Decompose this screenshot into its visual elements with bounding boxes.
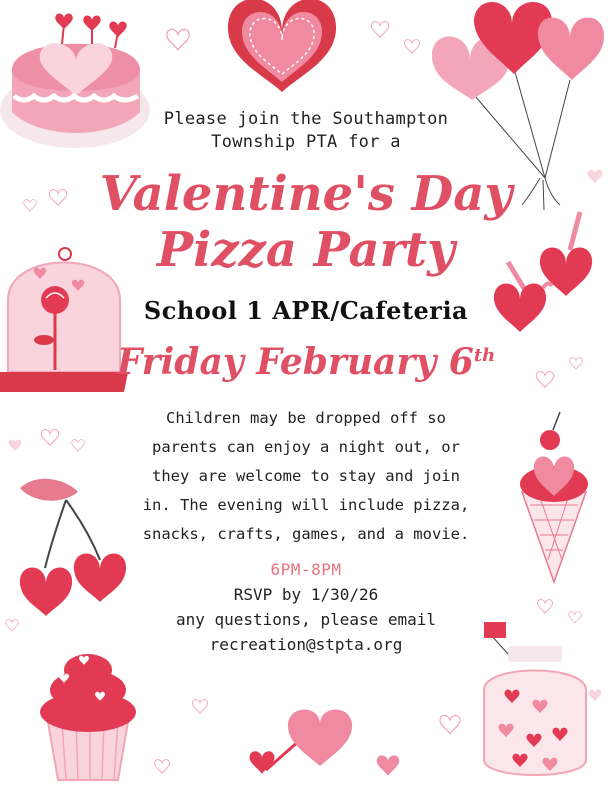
- quilted-heart-icon: [228, 0, 336, 92]
- title-line-2: Pizza Party: [157, 222, 455, 278]
- description-line-1: Children may be dropped off so: [166, 409, 446, 427]
- description-line-5: snacks, crafts, games, and a movie.: [142, 525, 470, 543]
- ice-cream-cone-icon: [520, 412, 588, 582]
- intro-line-1: Please join the Southampton: [163, 109, 449, 129]
- event-location: School 1 APR/Cafeteria: [143, 296, 469, 325]
- description-line-2: parents can enjoy a night out, or: [152, 438, 460, 456]
- contact-email: recreation@stpta.org: [209, 635, 403, 654]
- rsvp-deadline: RSVP by 1/30/26: [233, 585, 379, 604]
- title-line-1: Valentine's Day: [99, 166, 513, 222]
- event-date-text: Friday February 6: [116, 341, 474, 383]
- event-description: [110, 404, 502, 549]
- description-line-4: in. The evening will include pizza,: [142, 496, 470, 514]
- questions-text: any questions, please email: [175, 610, 437, 629]
- intro-text: [0, 108, 612, 154]
- heart-lollipop-icon: [249, 709, 399, 775]
- event-time: 6PM-8PM: [270, 560, 342, 579]
- cupcake-icon: [40, 654, 136, 780]
- event-date: [0, 334, 612, 384]
- description-line-3: they are welcome to stay and join: [152, 467, 460, 485]
- event-date-suffix: th: [473, 345, 496, 366]
- intro-line-2: Township PTA for a: [211, 132, 401, 152]
